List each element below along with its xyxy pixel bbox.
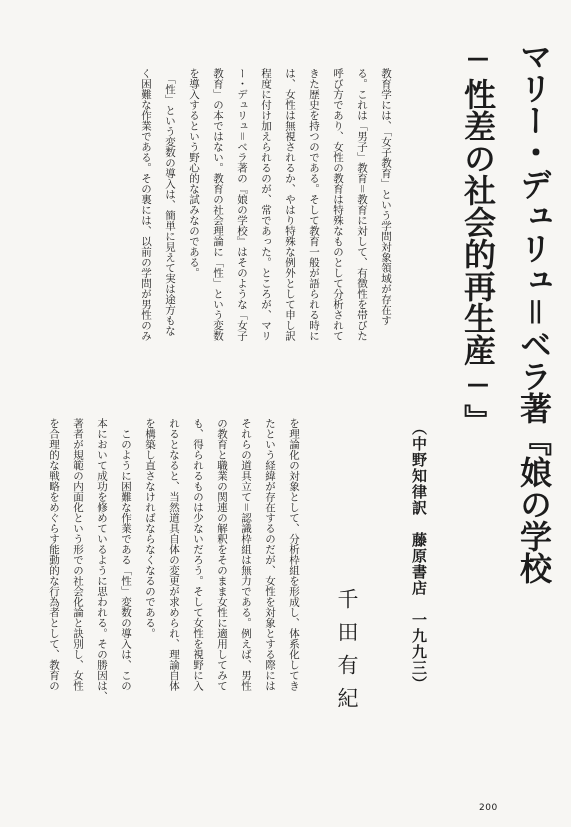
title-line-2: ─性差の社会的再生産─』 — [459, 40, 497, 436]
title-line-1: マリー・デュリュ＝ベラ著『娘の学校 — [515, 40, 553, 584]
body-line: ー・デュリュ＝ベラ著の『娘の学校』はそのような「女子 — [236, 68, 248, 341]
body-column-bottom — [0, 418, 306, 702]
page-number: 200 — [479, 803, 498, 813]
body-line: きた歴史を持つのである。そして教育一般が語られる時に — [308, 68, 320, 341]
body-line: 程度に付け加えられるのが、常であった。ところが、マリ — [260, 68, 272, 341]
body-line: を構築し直さなければならなくなるのである。 — [144, 418, 156, 639]
body-line: を導入するという野心的な試みなのである。 — [188, 68, 200, 278]
body-line: 本において成功を修めているように思われる。その勝因は、 — [96, 418, 108, 702]
body-line: を理論化の対象として、分析枠組を形成し、体系化してき — [288, 418, 300, 691]
body-line: 著者が規範の内面化という形での社会化論と訣別し、女性 — [72, 418, 84, 691]
body-line: れるとなると、当然道具自体の変更が求められ、理論自体 — [168, 418, 180, 691]
body-line: 教育」の本ではない。教育の社会理論に「性」という変数 — [212, 68, 224, 341]
body-line: を合理的な戦略をめぐらす能動的な行為者として、教育の — [48, 418, 60, 691]
author-name: 千田有紀 — [335, 588, 359, 720]
body-line: たという経緯が存在するのだが、女性を対象とする際には — [264, 418, 276, 691]
publication-info: （中野知律訳 藤原書店 一九九三） — [410, 420, 428, 692]
body-line: は、女性は無視されるか、やはり特殊な例外として申し訳 — [284, 68, 296, 341]
body-line: の教育と職業の関連の解釈をそのまま女性に適用してみて — [216, 418, 228, 691]
body-line: も、得られるものは少ないだろう。そして女性を視野に入 — [192, 418, 204, 691]
body-line: 呼び方であり、女性の教育は特殊なものとして分析されて — [332, 68, 344, 341]
body-line: 「性」という変数の導入は、簡単に見えて実は途方もな — [164, 68, 176, 336]
body-line: く困難な作業である。その裏には、以前の学問が男性のみ — [140, 68, 152, 341]
body-line: それらの道具立て＝認識枠組は無力である。例えば、男性 — [240, 418, 252, 691]
body-line: このように困難な作業である「性」変数の導入は、この — [120, 418, 132, 691]
body-line: 教育学には、「女子教育」という学問対象領域が存在す — [380, 68, 392, 326]
body-column-top — [0, 68, 398, 341]
body-line: る。これは「男子」教育＝教育に対して、有徴性を帯びた — [356, 68, 368, 341]
